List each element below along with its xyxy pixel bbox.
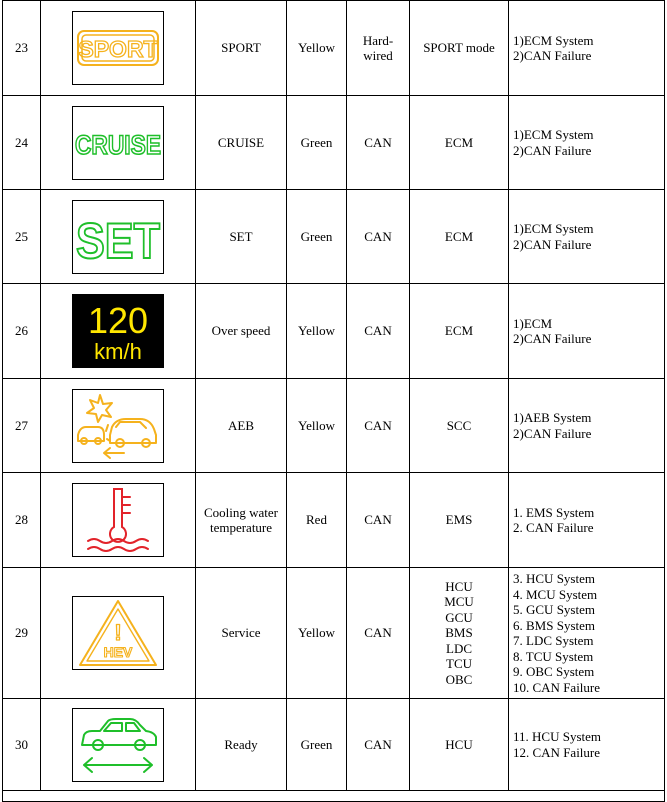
- indicator-color: Yellow: [287, 284, 347, 379]
- row-number: 30: [3, 699, 41, 791]
- indicator-color: Yellow: [287, 568, 347, 699]
- signal-source: HCU MCU GCU BMS LDC TCU OBC: [410, 568, 509, 699]
- sport-icon-text: SPORT: [78, 36, 158, 62]
- failure-cause: 1)ECM System 2)CAN Failure: [509, 1, 665, 96]
- icon-cell: [41, 699, 196, 791]
- signal-type: CAN: [347, 190, 410, 284]
- cruise-icon-text: CRUISE: [75, 129, 161, 160]
- table-row: [3, 473, 665, 568]
- row-number: 29: [3, 568, 41, 699]
- signal-source: SCC: [410, 379, 509, 473]
- table-row: [3, 96, 665, 190]
- coolant-temperature-icon: [72, 483, 164, 557]
- set-icon-text: SET: [76, 212, 160, 269]
- failure-cause: 1)ECM 2)CAN Failure: [509, 284, 665, 379]
- row-number: 27: [3, 379, 41, 473]
- table-row: [3, 284, 665, 379]
- indicator-name: Cooling water temperature: [196, 473, 287, 568]
- sport-icon: [72, 11, 164, 85]
- signal-source: ECM: [410, 96, 509, 190]
- table-row: [3, 190, 665, 284]
- speed-unit-text: km/h: [94, 339, 142, 364]
- signal-type: CAN: [347, 473, 410, 568]
- signal-type: CAN: [347, 96, 410, 190]
- indicator-name: SPORT: [196, 1, 287, 96]
- table-row-partial: [3, 791, 665, 802]
- failure-cause: 1)AEB System 2)CAN Failure: [509, 379, 665, 473]
- icon-cell: [41, 568, 196, 699]
- signal-type: CAN: [347, 568, 410, 699]
- failure-cause: 11. HCU System 12. CAN Failure: [509, 699, 665, 791]
- indicator-name: SET: [196, 190, 287, 284]
- row-number: 23: [3, 1, 41, 96]
- icon-cell: [41, 96, 196, 190]
- warning-mark-text: !: [114, 620, 122, 645]
- hev-service-icon: [72, 596, 164, 670]
- icon-cell: [41, 1, 196, 96]
- indicator-color: Yellow: [287, 1, 347, 96]
- indicator-name: AEB: [196, 379, 287, 473]
- signal-source: SPORT mode: [410, 1, 509, 96]
- indicator-color: Green: [287, 96, 347, 190]
- cruise-icon: [72, 106, 164, 180]
- icon-cell: [41, 284, 196, 379]
- failure-cause: 1)ECM System 2)CAN Failure: [509, 190, 665, 284]
- indicator-name: Over speed: [196, 284, 287, 379]
- signal-source: HCU: [410, 699, 509, 791]
- hev-text: HEV: [103, 644, 133, 660]
- indicator-color: Red: [287, 473, 347, 568]
- ready-car-icon: [72, 708, 164, 782]
- row-number: 24: [3, 96, 41, 190]
- table-row: [3, 379, 665, 473]
- table-row: [3, 699, 665, 791]
- signal-type: CAN: [347, 379, 410, 473]
- failure-cause: 1. EMS System 2. CAN Failure: [509, 473, 665, 568]
- indicator-color: Yellow: [287, 379, 347, 473]
- signal-source: ECM: [410, 284, 509, 379]
- table-row: [3, 568, 665, 699]
- over-speed-icon: [72, 294, 164, 368]
- icon-cell: [41, 379, 196, 473]
- icon-cell: [41, 473, 196, 568]
- aeb-icon: [72, 389, 164, 463]
- failure-cause: 1)ECM System 2)CAN Failure: [509, 96, 665, 190]
- set-icon: [72, 200, 164, 274]
- row-number: 25: [3, 190, 41, 284]
- icon-cell: [41, 190, 196, 284]
- indicator-name: CRUISE: [196, 96, 287, 190]
- indicator-table: [2, 0, 665, 802]
- signal-type: CAN: [347, 284, 410, 379]
- indicator-color: Green: [287, 190, 347, 284]
- signal-source: ECM: [410, 190, 509, 284]
- indicator-name: Ready: [196, 699, 287, 791]
- signal-source: EMS: [410, 473, 509, 568]
- indicator-name: Service: [196, 568, 287, 699]
- indicator-color: Green: [287, 699, 347, 791]
- row-number: 28: [3, 473, 41, 568]
- row-number: 26: [3, 284, 41, 379]
- signal-type: Hard- wired: [347, 1, 410, 96]
- empty-cell: [3, 791, 665, 802]
- table-row: [3, 1, 665, 96]
- speed-value-text: 120: [87, 300, 149, 341]
- failure-cause: 3. HCU System 4. MCU System 5. GCU System 6. BMS System 7. LDC System 8. TCU System 9. OBC System 10. CAN Failure: [509, 568, 665, 699]
- signal-type: CAN: [347, 699, 410, 791]
